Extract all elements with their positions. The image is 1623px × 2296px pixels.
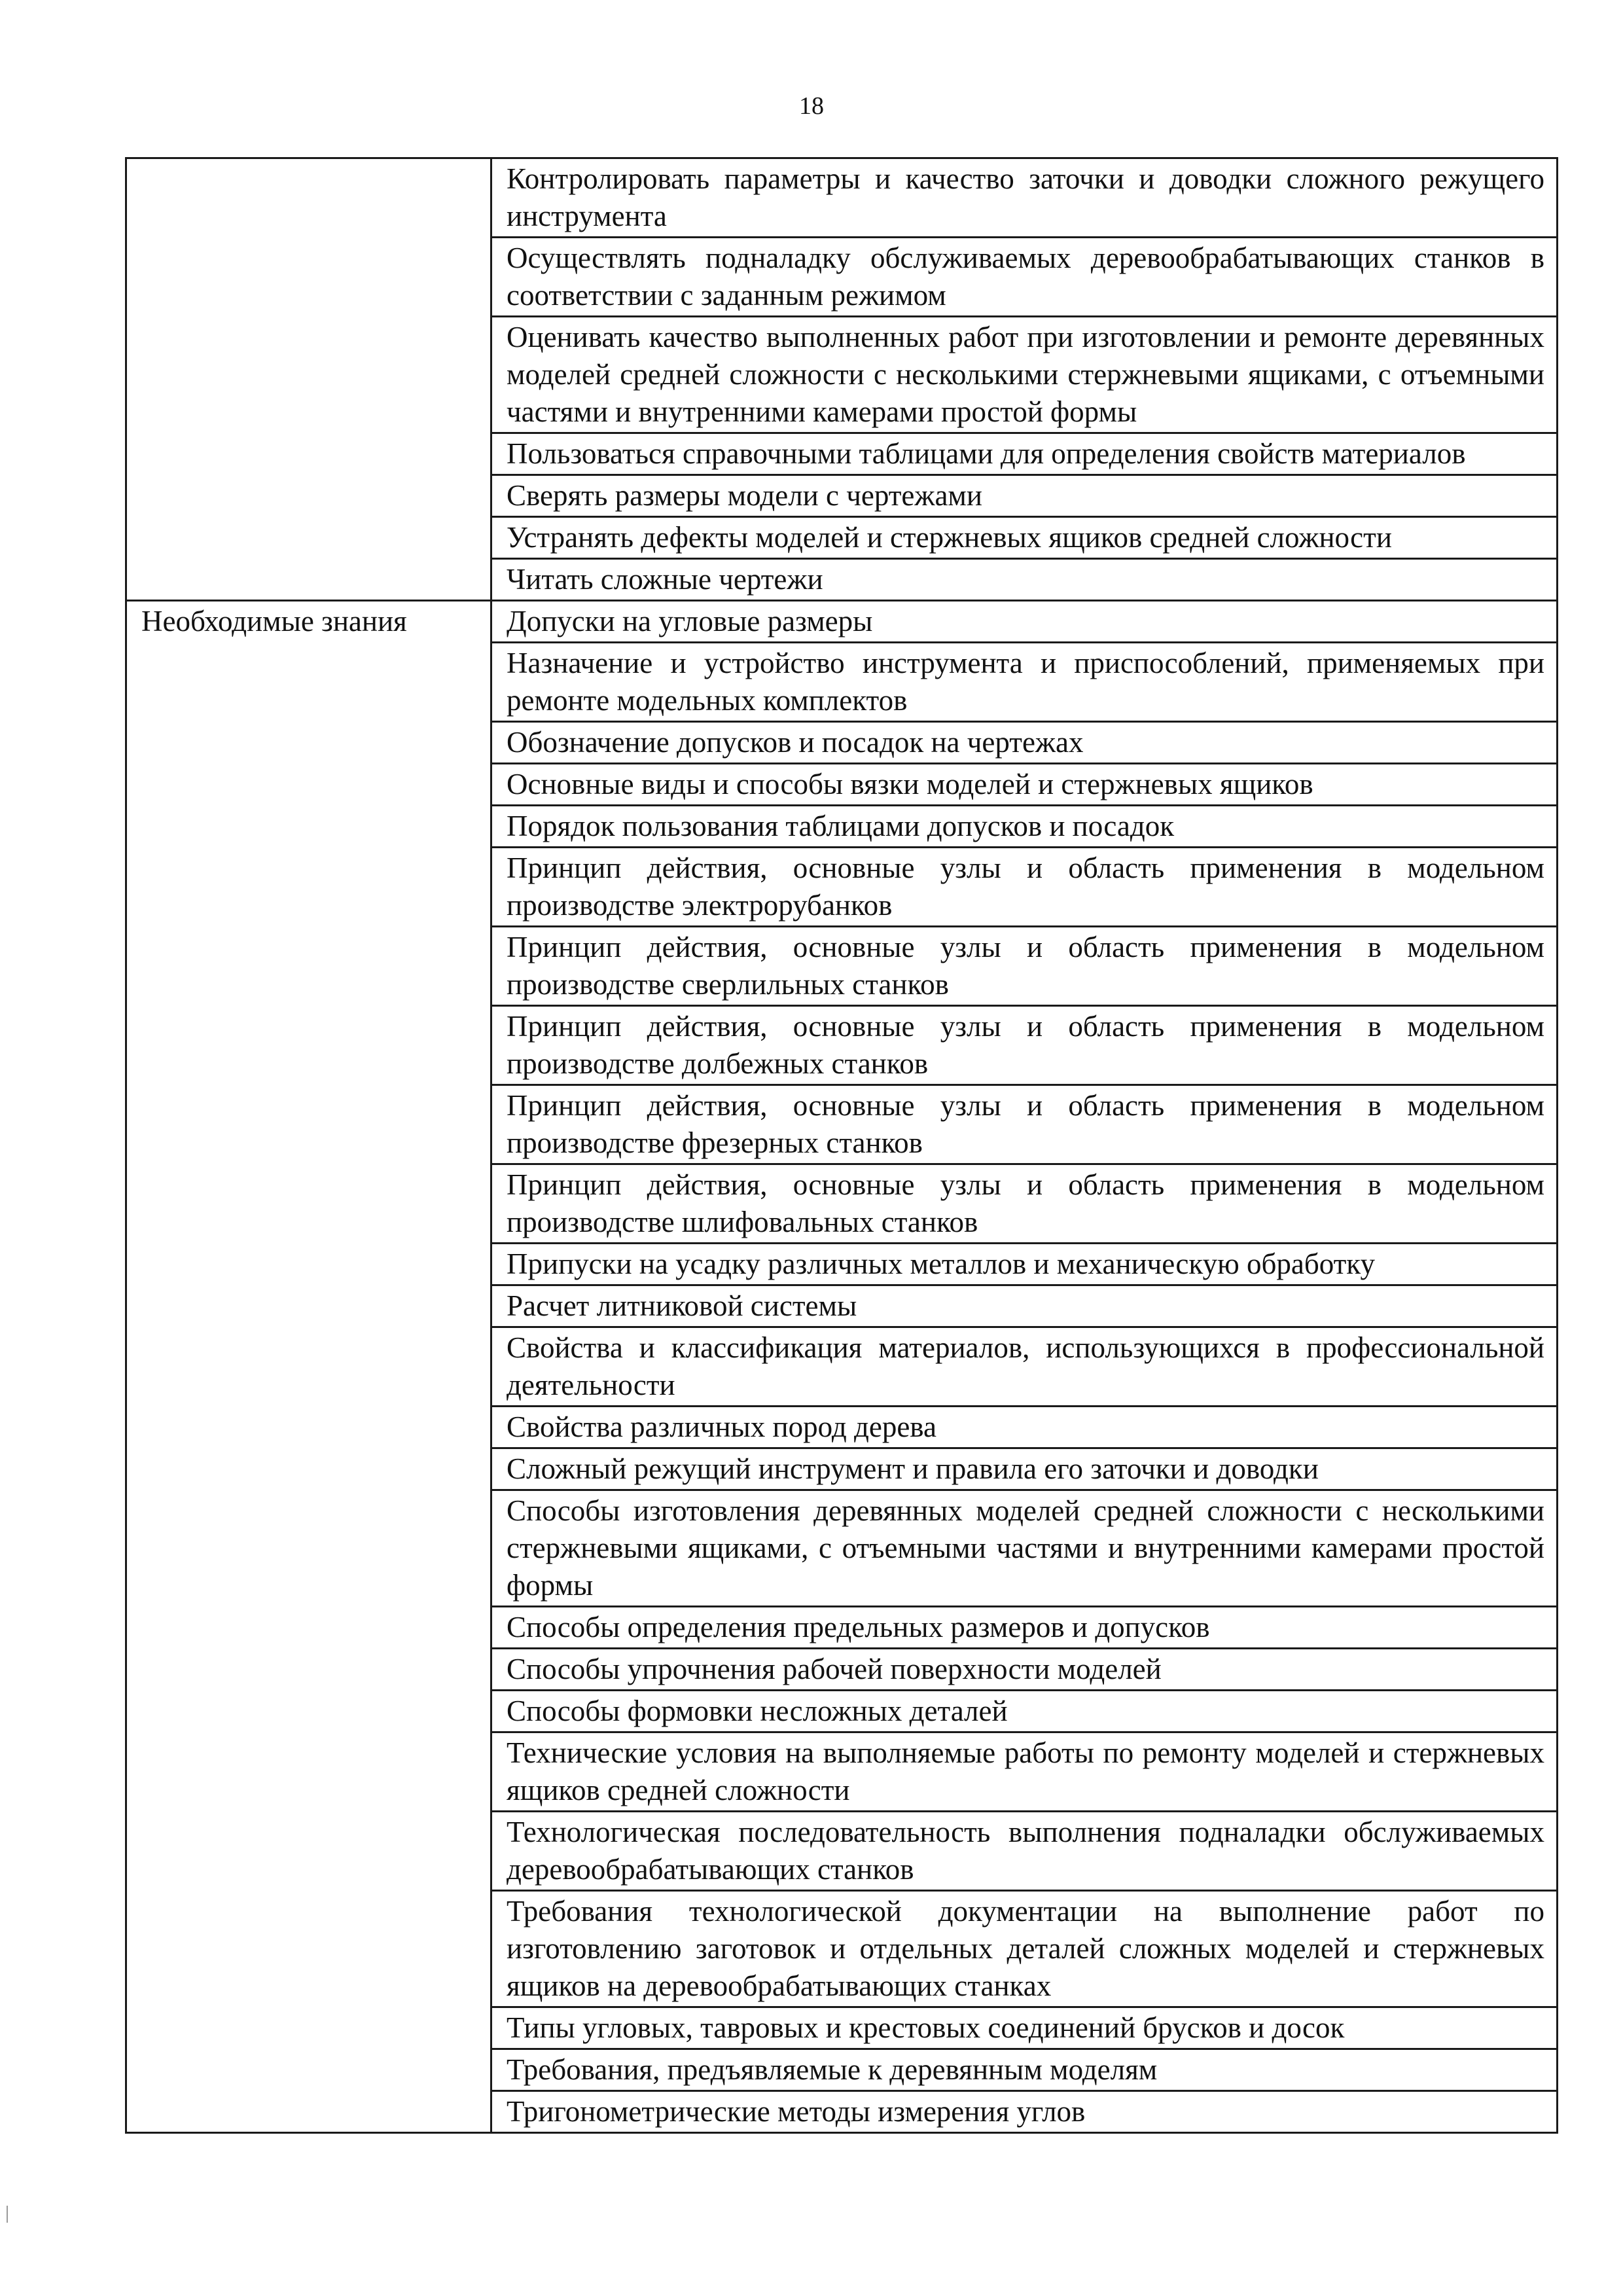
knowledge-item: Типы угловых, тавровых и крестовых соединений брусков и досок xyxy=(491,2007,1558,2049)
knowledge-item: Основные виды и способы вязки моделей и стержневых ящиков xyxy=(491,764,1558,806)
scan-margin-mark xyxy=(7,2206,8,2223)
knowledge-item: Припуски на усадку различных металлов и механическую обработку xyxy=(491,1244,1558,1285)
knowledge-item: Обозначение допусков и посадок на чертежах xyxy=(491,722,1558,764)
knowledge-item: Принцип действия, основные узлы и область применения в модельном производстве электрорубанков xyxy=(491,848,1558,927)
knowledge-item: Принцип действия, основные узлы и область применения в модельном производстве сверлильных станков xyxy=(491,927,1558,1006)
skill-item: Осуществлять подналадку обслуживаемых деревообрабатывающих станков в соответствии с заданным режимом xyxy=(491,238,1558,317)
page-number: 18 xyxy=(799,92,824,120)
skill-item: Сверять размеры модели с чертежами xyxy=(491,475,1558,517)
requirements-table-body xyxy=(126,158,1558,2133)
knowledge-item: Способы формовки несложных деталей xyxy=(491,1691,1558,1732)
knowledge-item: Свойства и классификация материалов, использующихся в профессиональной деятельности xyxy=(491,1327,1558,1407)
requirements-table xyxy=(125,157,1558,2134)
knowledge-item: Способы определения предельных размеров и допусков xyxy=(491,1607,1558,1649)
knowledge-item: Тригонометрические методы измерения углов xyxy=(491,2091,1558,2133)
knowledge-item: Технические условия на выполняемые работы по ремонту моделей и стержневых ящиков средней сложности xyxy=(491,1732,1558,1812)
skill-item: Контролировать параметры и качество заточки и доводки сложного режущего инструмента xyxy=(491,158,1558,238)
knowledge-item: Допуски на угловые размеры xyxy=(491,601,1558,643)
knowledge-label-cell: Необходимые знания xyxy=(126,601,491,2133)
knowledge-item: Расчет литниковой системы xyxy=(491,1285,1558,1327)
knowledge-item: Требования, предъявляемые к деревянным моделям xyxy=(491,2049,1558,2091)
knowledge-item: Способы изготовления деревянных моделей средней сложности с несколькими стержневыми ящиками, с отъемными частями и внутренними камерами простой формы xyxy=(491,1490,1558,1607)
skill-item: Оценивать качество выполненных работ при изготовлении и ремонте деревянных моделей средней сложности с несколькими стержневыми ящиками, с отъемными частями и внутренними камерами простой формы xyxy=(491,317,1558,433)
knowledge-item: Принцип действия, основные узлы и область применения в модельном производстве фрезерных станков xyxy=(491,1085,1558,1164)
knowledge-item: Способы упрочнения рабочей поверхности моделей xyxy=(491,1649,1558,1691)
table-row xyxy=(126,158,1558,238)
knowledge-item: Сложный режущий инструмент и правила его заточки и доводки xyxy=(491,1448,1558,1490)
skill-item: Устранять дефекты моделей и стержневых ящиков средней сложности xyxy=(491,517,1558,559)
skills-label-cell xyxy=(126,158,491,601)
knowledge-item: Принцип действия, основные узлы и область применения в модельном производстве долбежных станков xyxy=(491,1006,1558,1085)
knowledge-item: Свойства различных пород дерева xyxy=(491,1407,1558,1448)
knowledge-item: Принцип действия, основные узлы и область применения в модельном производстве шлифовальных станков xyxy=(491,1164,1558,1244)
skill-item: Пользоваться справочными таблицами для определения свойств материалов xyxy=(491,433,1558,475)
table-row xyxy=(126,601,1558,643)
knowledge-item: Технологическая последовательность выполнения подналадки обслуживаемых деревообрабатывающих станков xyxy=(491,1812,1558,1891)
knowledge-item: Назначение и устройство инструмента и приспособлений, применяемых при ремонте модельных комплектов xyxy=(491,643,1558,722)
knowledge-item: Порядок пользования таблицами допусков и посадок xyxy=(491,806,1558,848)
skill-item: Читать сложные чертежи xyxy=(491,559,1558,601)
knowledge-item: Требования технологической документации на выполнение работ по изготовлению заготовок и отдельных деталей сложных моделей и стержневых ящиков на деревообрабатывающих станках xyxy=(491,1891,1558,2007)
